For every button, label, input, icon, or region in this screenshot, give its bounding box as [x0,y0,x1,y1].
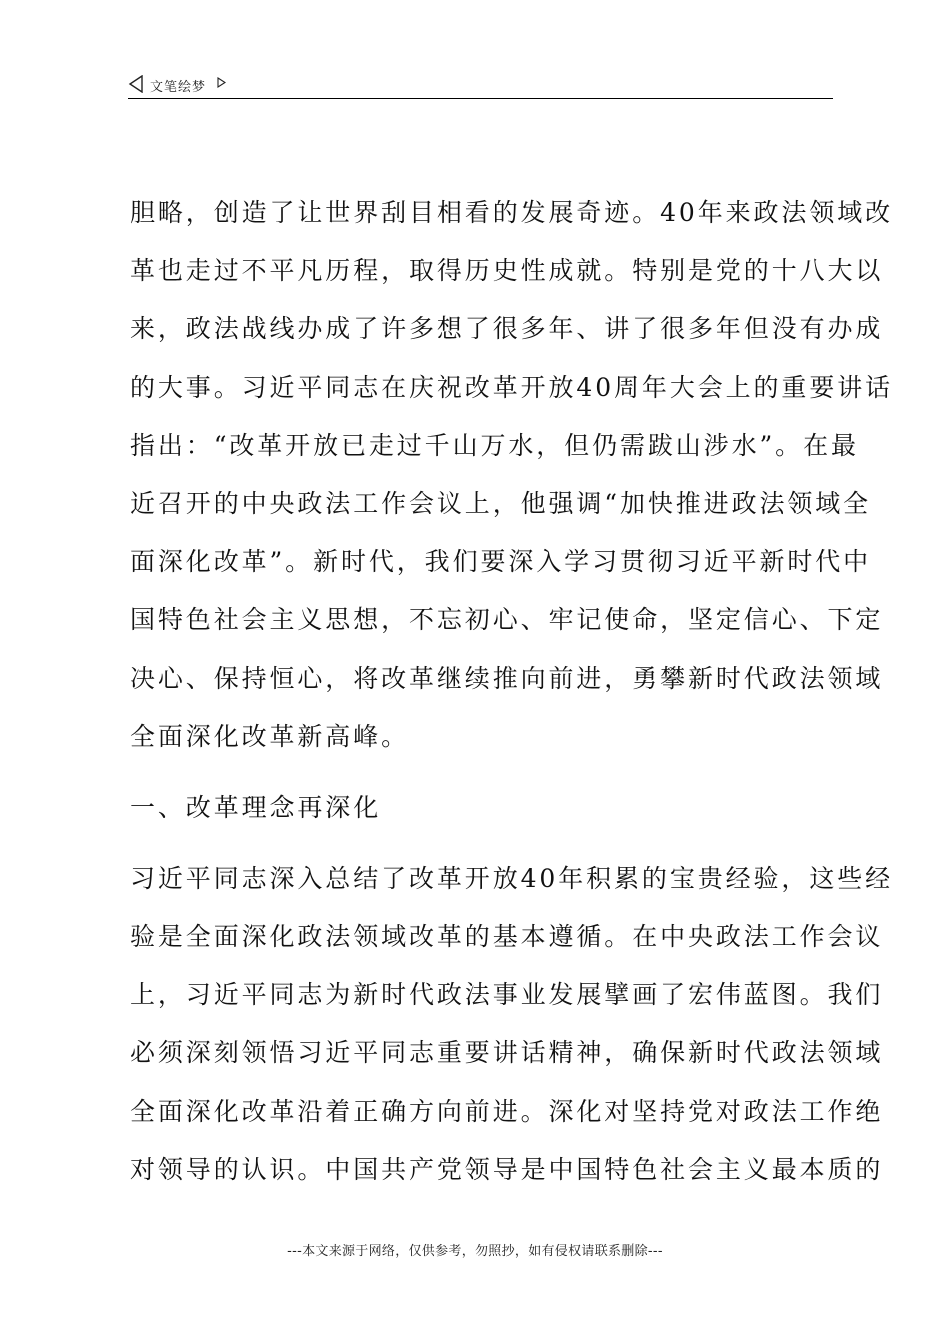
triangle-right-icon [217,77,226,88]
section-heading: 一、改革理念再深化 [130,792,382,822]
text-line: 指出：“改革开放已走过千山万水，但仍需跋山涉水”。在最 [130,430,859,460]
text-line: 胆略，创造了让世界刮目相看的发展奇迹。40年来政法领域改 [130,198,894,227]
text-line: 必须深刻领悟习近平同志重要讲话精神，确保新时代政法领域 [130,1038,884,1068]
text-line: 国特色社会主义思想，不忘初心、牢记使命，坚定信心、下定 [130,605,884,635]
header-title: 文笔绘梦 [150,80,207,95]
page-header [128,72,833,99]
text-line: 革也走过不平凡历程，取得历史性成就。特别是党的十八大以 [130,256,884,286]
text-line: 验是全面深化政法领域改革的基本遵循。在中央政法工作会议 [130,922,884,952]
paragraph-1 [130,184,894,766]
text-line: 近召开的中央政法工作会议上，他强调“加快推进政法领域全 [130,488,872,518]
text-line: 上，习近平同志为新时代政法事业发展擘画了宏伟蓝图。我们 [130,980,884,1010]
document-body [130,184,894,1199]
page-footer: ---本文来源于网络，仅供参考，勿照抄，如有侵权请联系删除--- [287,1244,663,1259]
triangle-left-icon [128,75,144,93]
paragraph-2 [130,850,894,1199]
text-line: 决心、保持恒心，将改革继续推向前进，勇攀新时代政法领域 [130,663,884,693]
text-line: 面深化改革”。新时代，我们要深入学习贯彻习近平新时代中 [130,547,872,577]
text-line: 习近平同志深入总结了改革开放40年积累的宝贵经验，这些经 [130,863,894,893]
text-line: 对领导的认识。中国共产党领导是中国特色社会主义最本质的 [130,1154,884,1184]
text-line: 的大事。习近平同志在庆祝改革开放40周年大会上的重要讲话 [130,372,894,402]
text-line: 全面深化改革沿着正确方向前进。深化对坚持党对政法工作绝 [130,1096,884,1126]
text-line: 来，政法战线办成了许多想了很多年、讲了很多年但没有办成 [130,314,884,344]
text-line: 全面深化改革新高峰。 [130,721,410,751]
